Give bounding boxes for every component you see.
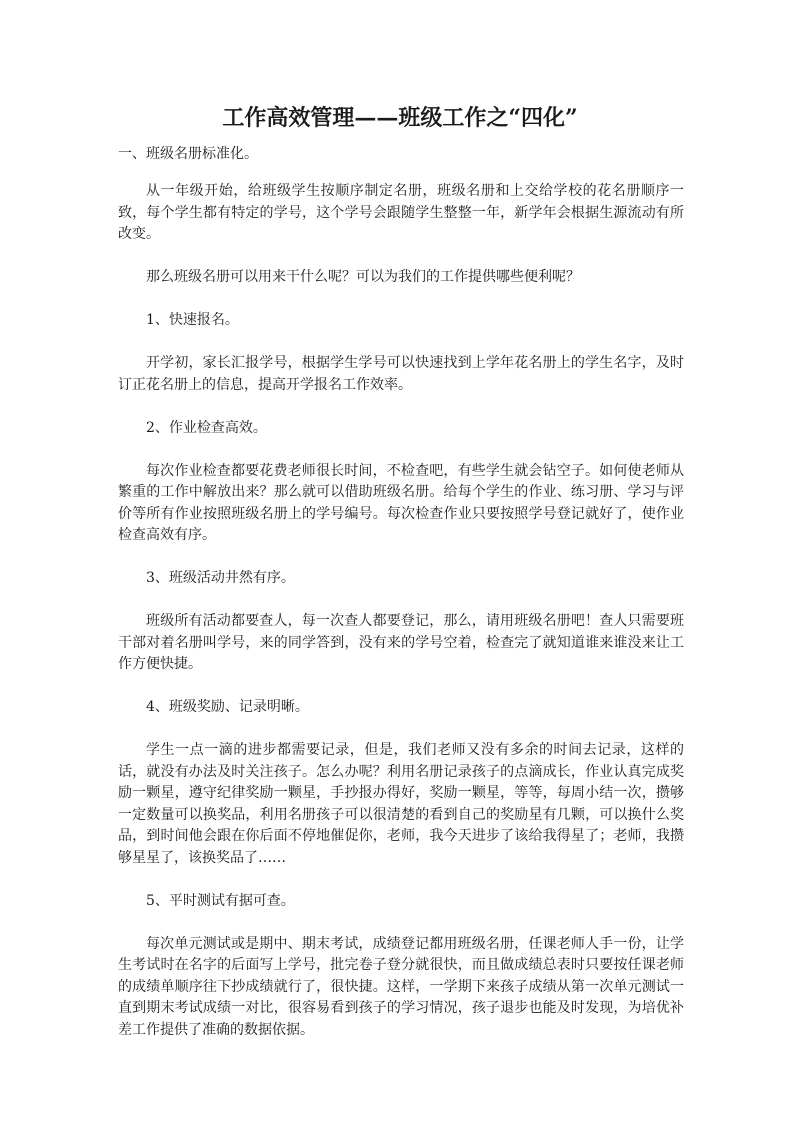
subheading: 3、班级活动井然有序。 bbox=[146, 570, 295, 586]
paragraph: 那么班级名册可以用来干什么呢？可以为我们的工作提供哪些便利呢？ bbox=[146, 269, 580, 285]
paragraph: 每次作业检查都要花费老师很长时间，不检查吧，有些学生就会钻空子。如何使老师从繁重的工作中解放出来？那么就可以借助班级名册。给每个学生的作业、练习册、学习与评价等所有作业按照班级名册上的学号编号。每次检查作业只要按照学号登记就好了，使作业检查高效有序。 bbox=[118, 462, 684, 543]
paragraph: 从一年级开始，给班级学生按顺序制定名册，班级名册和上交给学校的花名册顺序一致，每个学生都有特定的学号，这个学号会跟随学生整整一年，新学年会根据生源流动有所改变。 bbox=[118, 183, 684, 242]
document-body bbox=[118, 181, 684, 1063]
section-heading: 一、班级名册标准化。 bbox=[118, 146, 258, 162]
paragraph: 每次单元测试或是期中、期末考试，成绩登记都用班级名册，任课老师人手一份，让学生考试时在名字的后面写上学号，批完卷子登分就很快，而且做成绩总表时只要按任课老师的成绩单顺序往下抄成绩就行了，很快捷。这样，一学期下来孩子成绩从第一次单元测试一直到期末考试成绩一对比，很容易看到孩子的学习情况，孩子退步也能及时发现，为培优补差工作提供了准确的数据依据。 bbox=[118, 935, 684, 1038]
subheading: 2、作业检查高效。 bbox=[146, 419, 267, 436]
paragraph: 开学初，家长汇报学号，根据学生学号可以快速找到上学年花名册上的学生名字，及时订正花名册上的信息，提高开学报名工作效率。 bbox=[118, 355, 684, 393]
paragraph: 班级所有活动都要查人，每一次查人都要登记，那么，请用班级名册吧！查人只需要班干部对着名册叫学号，来的同学答到，没有来的学号空着，检查完了就知道谁来谁没来让工作方便快捷。 bbox=[118, 613, 684, 672]
paragraph: 学生一点一滴的进步都需要记录，但是，我们老师又没有多余的时间去记录，这样的话，就没有办法及时关注孩子。怎么办呢？利用名册记录孩子的点滴成长，作业认真完成奖励一颗星，遵守纪律奖励一颗星，手抄报办得好，奖励一颗星，等等，每周小结一次，攒够一定数量可以换奖品，利用名册孩子可以很清楚的看到自己的奖励星有几颗，可以换什么奖品，到时间他会跟在你后面不停地催促你，老师，我今天进步了该给我得星了；老师，我攒够星星了，该换奖品了…… bbox=[118, 742, 684, 866]
subheading: 1、快速报名。 bbox=[146, 312, 239, 328]
document-title: 工作高效管理——班级工作之“四化” bbox=[222, 105, 578, 131]
subheading: 5、平时测试有据可查。 bbox=[146, 892, 295, 909]
subheading: 4、班级奖励、记录明晰。 bbox=[146, 699, 309, 715]
